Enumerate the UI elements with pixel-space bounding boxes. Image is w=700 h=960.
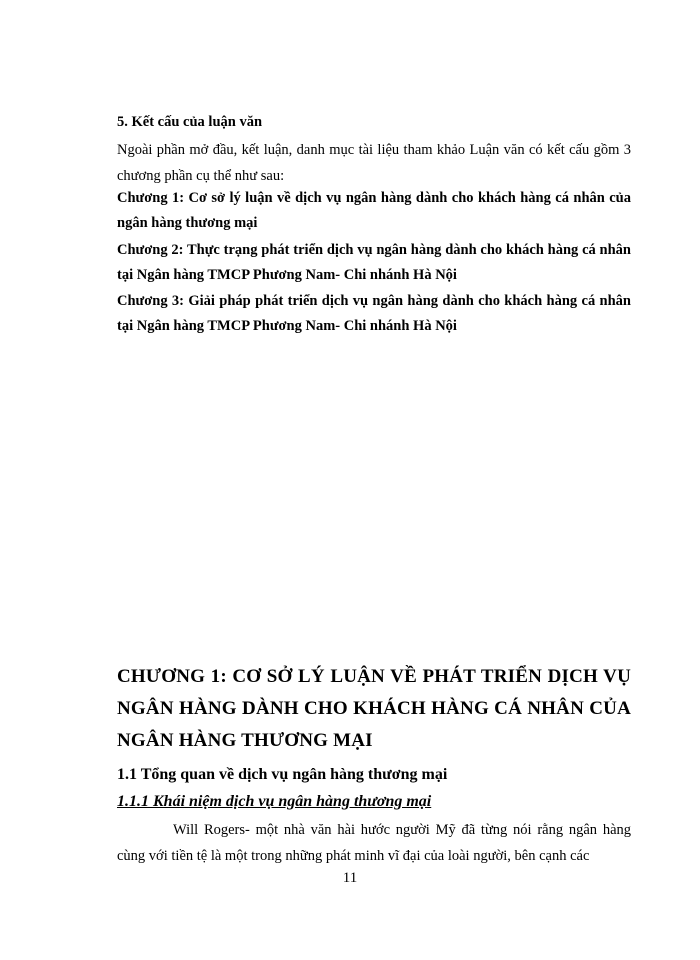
chapter-2-summary: Chương 2: Thực trạng phát triển dịch vụ ngân hàng dành cho khách hàng cá nhân tại Ngân hàng TMCP Phương Nam- Chi nhánh Hà Nội xyxy=(117,242,631,283)
body-paragraph: Will Rogers- một nhà văn hài hước người Mỹ đã từng nói rằng ngân hàng cùng với tiền tệ là một trong những phát minh vĩ đại của loài người, bên cạnh các xyxy=(117,822,631,864)
intro-paragraph: Ngoài phần mở đầu, kết luận, danh mục tài liệu tham khảo Luận văn có kết cấu gồm 3 chương phần cụ thể như sau: xyxy=(117,142,631,184)
chapter-1-summary: Chương 1: Cơ sở lý luận về dịch vụ ngân hàng dành cho khách hàng cá nhân của ngân hàng thương mại xyxy=(117,190,631,231)
subsection-heading: 1.1.1 Khái niệm dịch vụ ngân hàng thương mại xyxy=(117,793,432,810)
chapter-title: CHƯƠNG 1: CƠ SỞ LÝ LUẬN VỀ PHÁT TRIỂN DỊCH VỤ NGÂN HÀNG DÀNH CHO KHÁCH HÀNG CÁ NHÂN CỦA NGÂN HÀNG THƯƠNG MẠI xyxy=(117,666,631,751)
chapter-3-summary: Chương 3: Giải pháp phát triển dịch vụ ngân hàng dành cho khách hàng cá nhân tại Ngân hàng TMCP Phương Nam- Chi nhánh Hà Nội xyxy=(117,293,631,334)
page-number: 11 xyxy=(342,870,358,886)
section-heading: 1.1 Tổng quan về dịch vụ ngân hàng thương mại xyxy=(117,766,448,783)
section-heading-structure: 5. Kết cấu của luận văn xyxy=(117,114,263,130)
